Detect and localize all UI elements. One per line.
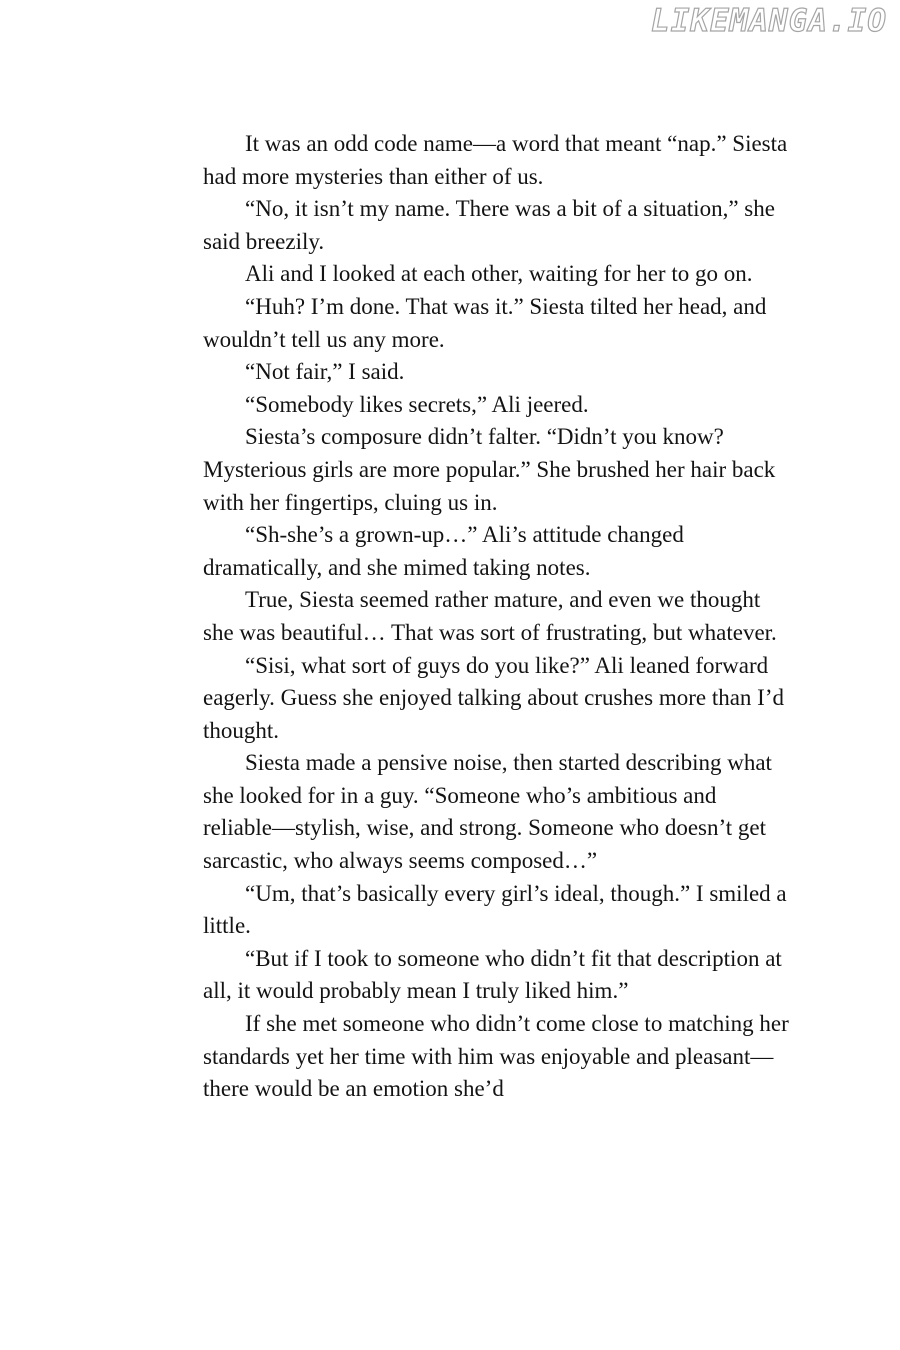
paragraph: Ali and I looked at each other, waiting for her to go on. bbox=[245, 261, 753, 287]
site-watermark: LIKEMANGA.IO bbox=[651, 3, 887, 39]
paragraph: “Not fair,” I said. bbox=[245, 359, 405, 385]
paragraph: If she met someone who didn’t come close to matching her standards yet her time with him was enjoyable and pleasant—there would be an emotion she’d bbox=[203, 1011, 789, 1102]
paragraph: It was an odd code name—a word that meant “nap.” Siesta had more mysteries than either of us. bbox=[203, 131, 788, 189]
paragraph: Siesta’s composure didn’t falter. “Didn’t you know? Mysterious girls are more popular.” She brushed her hair back with her fingertips, cluing us in. bbox=[203, 424, 776, 515]
novel-text-block bbox=[203, 128, 789, 1106]
paragraph: True, Siesta seemed rather mature, and even we thought she was beautiful… That was sort of frustrating, but whatever. bbox=[203, 587, 777, 645]
paragraph: “Sh-she’s a grown-up…” Ali’s attitude changed dramatically, and she mimed taking notes. bbox=[203, 522, 684, 580]
paragraph: “Um, that’s basically every girl’s ideal, though.” I smiled a little. bbox=[203, 880, 787, 939]
paragraph: “Sisi, what sort of guys do you like?” Ali leaned forward eagerly. Guess she enjoyed talking about crushes more than I’d thought. bbox=[203, 652, 784, 743]
paragraph: “But if I took to someone who didn’t fit that description at all, it would probably mean I truly liked him.” bbox=[203, 945, 782, 1004]
paragraph: Siesta made a pensive noise, then started describing what she looked for in a guy. “Someone who’s ambitious and reliable—stylish, wise, and strong. Someone who doesn’t get sarcastic, who always seems composed…” bbox=[203, 750, 772, 874]
paragraph: “Huh? I’m done. That was it.” Siesta tilted her head, and wouldn’t tell us any more. bbox=[203, 293, 767, 352]
paragraph: “Somebody likes secrets,” Ali jeered. bbox=[245, 391, 589, 417]
paragraph: “No, it isn’t my name. There was a bit of a situation,” she said breezily. bbox=[203, 196, 775, 254]
